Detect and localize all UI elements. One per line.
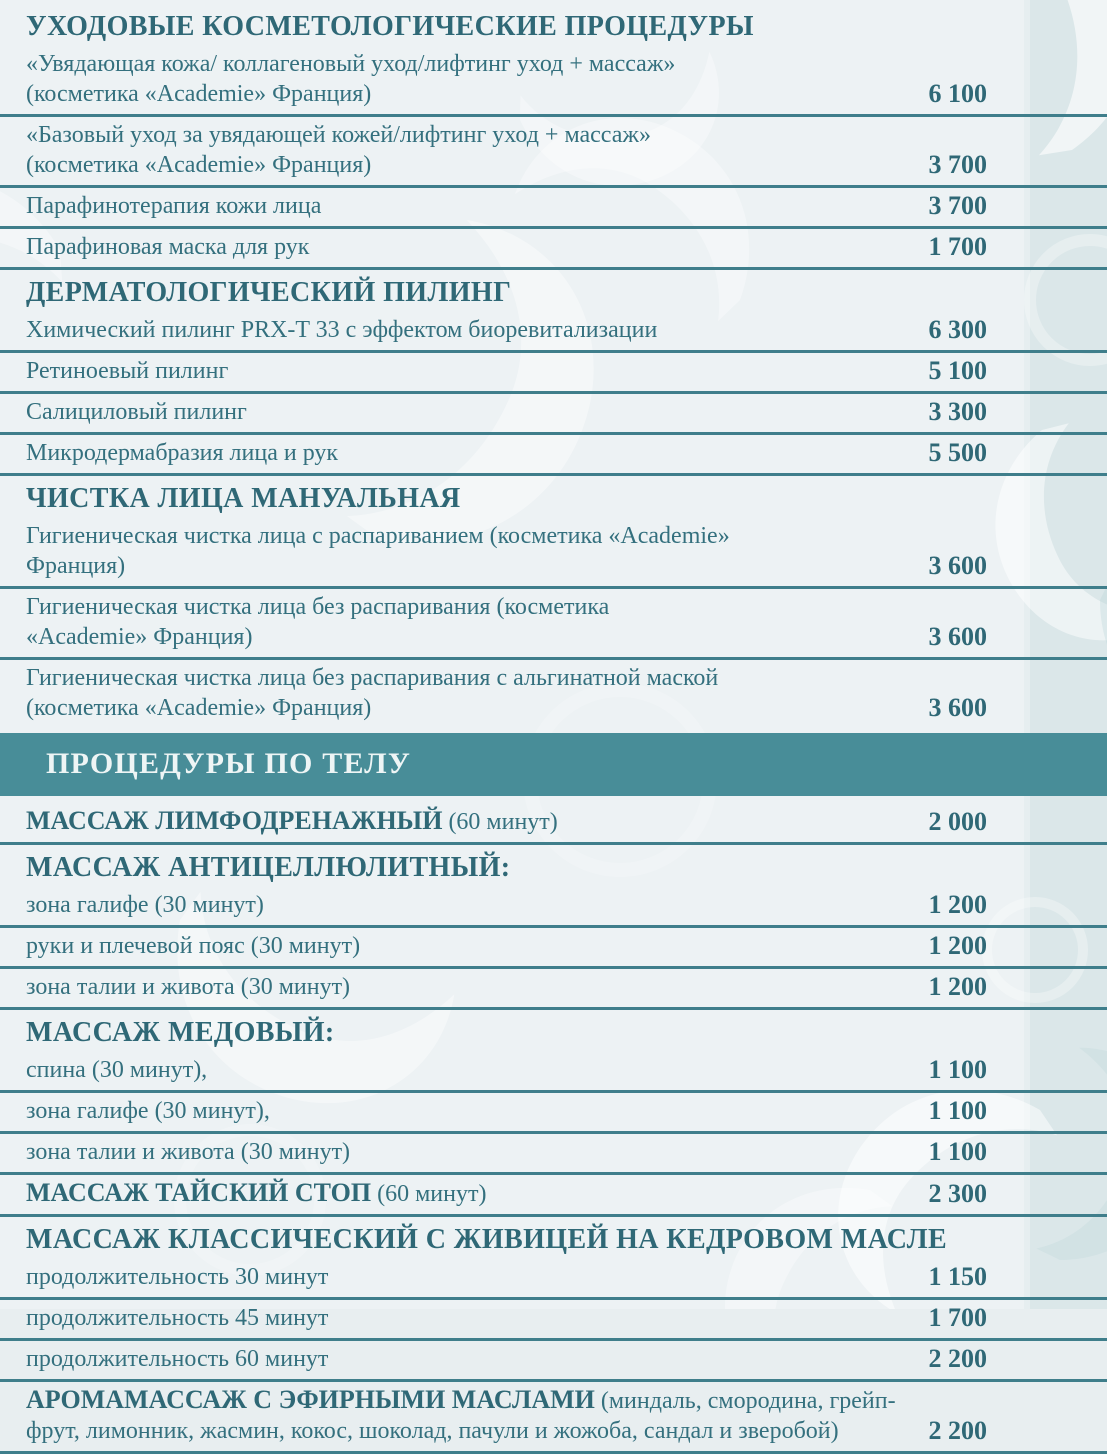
service-name-strong: АРОМАМАССАЖ С ЭФИРНЫМИ МАСЛАМИ (26, 1385, 595, 1414)
section-title-text: ЧИСТКА ЛИЦА МАНУАЛЬНАЯ (26, 483, 461, 514)
service-price: 2 200 (929, 1416, 1107, 1446)
service-name-line (26, 191, 321, 221)
service-price: 1 200 (929, 972, 1107, 1002)
price-row (0, 1052, 1107, 1090)
banner-label: ПРОЦЕДУРЫ ПО ТЕЛУ (46, 747, 411, 780)
service-name-text: Парафиновая маска для рук (26, 234, 309, 260)
section-title (0, 4, 1107, 46)
section-title-text: МАССАЖ АНТИЦЕЛЛЮЛИТНЫЙ: (26, 852, 511, 883)
service-name-text: «Academie» Франция) (26, 624, 252, 650)
section-title-text: УХОДОВЫЕ КОСМЕТОЛОГИЧЕСКИЕ ПРОЦЕДУРЫ (26, 11, 754, 42)
price-row (0, 660, 1107, 728)
service-price: 6 100 (929, 79, 1107, 109)
service-price: 1 100 (929, 1055, 1107, 1085)
service-name (26, 1385, 896, 1446)
service-name-line (26, 315, 657, 345)
service-name (26, 120, 651, 180)
section-title (0, 845, 1107, 887)
body-procedures-banner (0, 733, 1107, 796)
price-row (0, 928, 1107, 966)
price-row (0, 1341, 1107, 1379)
service-name-line (26, 120, 651, 150)
service-name-text: зона талии и живота (30 минут) (26, 974, 350, 1000)
service-name-line (26, 521, 730, 551)
service-name-line (26, 806, 558, 837)
service-name-line (26, 1385, 896, 1416)
service-name (26, 315, 657, 345)
service-name-text: (60 минут) (442, 809, 557, 835)
service-name-line (26, 1137, 350, 1167)
service-price: 5 500 (929, 438, 1107, 468)
section-title (0, 1010, 1107, 1052)
service-name (26, 1262, 328, 1292)
service-price: 6 300 (929, 315, 1107, 345)
price-row (0, 1382, 1107, 1451)
service-name-text: Гигиеническая чистка лица без распаривания с альгинатной маской (26, 665, 718, 691)
service-price: 1 100 (929, 1137, 1107, 1167)
price-row (0, 518, 1107, 586)
service-name-line (26, 931, 360, 961)
service-price: 1 700 (929, 232, 1107, 262)
service-name-line (26, 397, 247, 427)
service-name-strong: МАССАЖ ТАЙСКИЙ СТОП (26, 1178, 371, 1207)
price-row (0, 1300, 1107, 1338)
price-row (0, 887, 1107, 925)
price-row (0, 229, 1107, 267)
service-price: 3 700 (929, 191, 1107, 221)
service-name (26, 232, 309, 262)
price-row (0, 969, 1107, 1007)
service-name-line (26, 1178, 486, 1209)
service-name-line (26, 1096, 270, 1126)
service-name-text: зона талии и живота (30 минут) (26, 1139, 350, 1165)
service-name-line (26, 1303, 328, 1333)
service-name-text: руки и плечевой пояс (30 минут) (26, 933, 360, 959)
service-price: 3 600 (929, 693, 1107, 723)
service-name-line (26, 592, 609, 622)
service-name (26, 1096, 270, 1126)
service-name-text: продолжительность 30 минут (26, 1264, 328, 1290)
price-row (0, 46, 1107, 114)
service-name (26, 1178, 486, 1209)
service-name-text: зона галифе (30 минут), (26, 1098, 270, 1124)
section-title (0, 270, 1107, 312)
service-name-line (26, 663, 718, 693)
service-name-text: Ретиноевый пилинг (26, 358, 228, 384)
service-name-strong: МАССАЖ ЛИМФОДРЕНАЖНЫЙ (26, 806, 442, 835)
service-name-text: Салициловый пилинг (26, 399, 247, 425)
service-price: 3 300 (929, 397, 1107, 427)
price-row (0, 1093, 1107, 1131)
service-name (26, 438, 338, 468)
price-row (0, 117, 1107, 185)
service-name-text: зона галифе (30 минут) (26, 892, 264, 918)
service-price: 1 200 (929, 931, 1107, 961)
service-name (26, 1344, 328, 1374)
service-price: 5 100 (929, 356, 1107, 386)
section-title (0, 1217, 1107, 1259)
service-name (26, 663, 718, 723)
service-name-text: (миндаль, смородина, грейп- (595, 1388, 896, 1414)
service-name (26, 1055, 207, 1085)
service-name-text: (косметика «Academie» Франция) (26, 152, 371, 178)
price-row (0, 803, 1107, 842)
price-row (0, 1175, 1107, 1214)
service-price: 3 600 (929, 622, 1107, 652)
service-name-text: Франция) (26, 553, 125, 579)
service-name (26, 890, 264, 920)
service-name (26, 972, 350, 1002)
service-name-line (26, 79, 675, 109)
service-name (26, 521, 730, 581)
service-name-line (26, 438, 338, 468)
service-price: 1 700 (929, 1303, 1107, 1333)
service-name-line (26, 1262, 328, 1292)
service-price: 3 600 (929, 551, 1107, 581)
service-name-text: фрут, лимонник, жасмин, кокос, шоколад, пачули и жожоба, сандал и зверобой) (26, 1418, 839, 1444)
price-row (0, 1134, 1107, 1172)
service-name-line (26, 232, 309, 262)
service-name-line (26, 693, 718, 723)
service-name-text: (косметика «Academie» Франция) (26, 695, 371, 721)
service-name (26, 356, 228, 386)
service-name (26, 592, 609, 652)
service-price: 1 150 (929, 1262, 1107, 1292)
service-name-text: (косметика «Academie» Франция) (26, 81, 371, 107)
service-name-text: Микродермабразия лица и рук (26, 440, 338, 466)
service-name-text: продолжительность 45 минут (26, 1305, 328, 1331)
price-row (0, 394, 1107, 432)
price-row (0, 589, 1107, 657)
service-name (26, 1303, 328, 1333)
price-row (0, 1259, 1107, 1297)
service-name-text: «Базовый уход за увядающей кожей/лифтинг уход + массаж» (26, 122, 651, 148)
service-price: 2 200 (929, 1344, 1107, 1374)
service-name-text: (60 минут) (371, 1181, 486, 1207)
service-name-line (26, 356, 228, 386)
service-name-text: продолжительность 60 минут (26, 1346, 328, 1372)
service-name-line (26, 1344, 328, 1374)
service-name-line (26, 622, 609, 652)
section-title-text: МАССАЖ КЛАССИЧЕСКИЙ С ЖИВИЦЕЙ НА КЕДРОВОМ МАСЛЕ (26, 1224, 947, 1255)
service-price: 1 100 (929, 1096, 1107, 1126)
section-title (0, 476, 1107, 518)
service-name-text: Гигиеническая чистка лица с распариванием (косметика «Academie» (26, 523, 730, 549)
service-name-line (26, 49, 675, 79)
service-name-line (26, 150, 651, 180)
service-name (26, 1137, 350, 1167)
section-title-text: ДЕРМАТОЛОГИЧЕСКИЙ ПИЛИНГ (26, 277, 511, 308)
price-row (0, 435, 1107, 473)
section-title-text: МАССАЖ МЕДОВЫЙ: (26, 1017, 335, 1048)
service-name-text: Гигиеническая чистка лица без распаривания (косметика (26, 594, 609, 620)
service-price: 1 200 (929, 890, 1107, 920)
price-row (0, 188, 1107, 226)
service-price: 2 000 (929, 807, 1107, 837)
service-name-text: спина (30 минут), (26, 1057, 207, 1083)
service-name-text: «Увядающая кожа/ коллагеновый уход/лифтинг уход + массаж» (26, 51, 675, 77)
price-row (0, 312, 1107, 350)
service-price: 2 300 (929, 1179, 1107, 1209)
service-name (26, 49, 675, 109)
service-name-line (26, 1416, 896, 1446)
service-name-text: Химический пилинг PRX-T 33 с эффектом биоревитализации (26, 317, 657, 343)
service-name (26, 931, 360, 961)
service-name (26, 397, 247, 427)
price-row (0, 353, 1107, 391)
service-name-line (26, 1055, 207, 1085)
service-name-line (26, 551, 730, 581)
service-name (26, 191, 321, 221)
service-name-text: Парафинотерапия кожи лица (26, 193, 321, 219)
service-name-line (26, 890, 264, 920)
service-name-line (26, 972, 350, 1002)
service-name (26, 806, 558, 837)
service-price: 3 700 (929, 150, 1107, 180)
